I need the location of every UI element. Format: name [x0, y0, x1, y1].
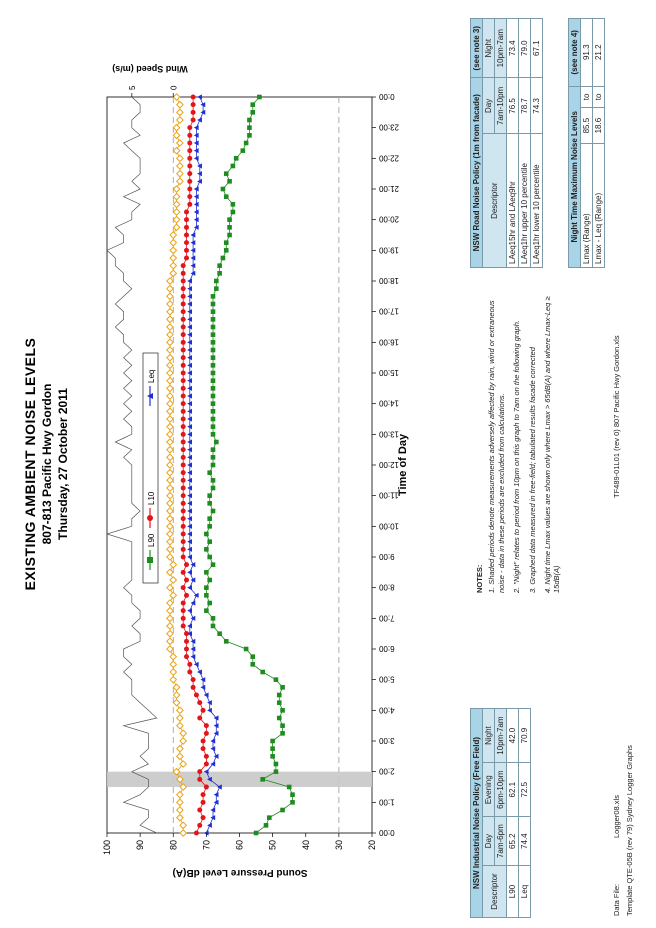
x-tick-label: 22:00	[379, 153, 400, 163]
night-max-cell: 18.6	[593, 108, 605, 144]
note-3: 3. Graphed data measured in free-field; tabulated results facade corrected	[527, 347, 537, 593]
x-tick-label: 5:00	[379, 674, 395, 684]
l90-point	[211, 378, 216, 383]
l90-point	[211, 401, 216, 406]
road-cell: 67.1	[531, 19, 543, 78]
l10-point	[181, 348, 186, 353]
l10-point	[184, 654, 189, 659]
l90-point	[204, 593, 209, 598]
road-row-label: LAeq15hr and LAeq9hr	[507, 134, 519, 268]
wind-tick-label: 0	[169, 85, 179, 90]
road-time-day: 7am-10pm	[495, 78, 507, 134]
legend-l90: L90	[147, 533, 156, 547]
l90-point	[211, 302, 216, 307]
night-max-heading: Night Time Maximum Noise Levels	[569, 86, 581, 267]
l10-point	[184, 647, 189, 652]
road-heading: NSW Road Noise Policy (1m from facade)	[471, 78, 483, 268]
l10-point	[201, 815, 206, 820]
industrial-time-day: 7am-6pm	[495, 817, 507, 866]
template-ref: Template QTE-05B (rev 79) Sydney Logger Graphs	[625, 745, 634, 916]
l10-point	[181, 440, 186, 445]
l10-point	[181, 309, 186, 314]
note-4: 4. Night time Lmax values are shown only where Lmax > 65dB(A) and where Lmax-Leq ≥ 15dB(A)	[542, 296, 562, 593]
l90-point	[277, 700, 282, 705]
wind-axis-label: Wind Speed (m/s)	[112, 64, 188, 74]
l90-point	[204, 547, 209, 552]
x-axis-label: Time of Day	[397, 433, 409, 497]
l90-point	[211, 340, 216, 345]
l10-point	[184, 256, 189, 261]
l10-point	[204, 762, 209, 767]
legend-box	[143, 353, 158, 583]
l10-point	[194, 693, 199, 698]
industrial-time-night: 10pm-7am	[495, 709, 507, 763]
l10-point	[187, 148, 192, 153]
y-tick-label: 30	[333, 840, 344, 851]
l10-point	[181, 501, 186, 506]
l90-point	[227, 179, 232, 184]
l10-point	[197, 808, 202, 813]
l10-point	[181, 271, 186, 276]
legend-l10: L10	[147, 491, 156, 505]
l10-point	[181, 302, 186, 307]
road-col-night: Night	[483, 19, 495, 78]
l90-point	[211, 447, 216, 452]
l90-point	[207, 555, 212, 560]
l90-point	[211, 463, 216, 468]
l10-point	[181, 409, 186, 414]
l90-point	[211, 363, 216, 368]
l10-point	[204, 785, 209, 790]
l90-point	[224, 171, 229, 176]
l10-point	[201, 792, 206, 797]
l90-point	[231, 202, 236, 207]
l10-point	[181, 539, 186, 544]
l10-point	[204, 731, 209, 736]
l90-point	[250, 654, 255, 659]
night-max-row-label: Lmax - Leq (Range)	[593, 144, 605, 268]
l90-point	[241, 148, 246, 153]
l10-point	[181, 417, 186, 422]
l90-point	[221, 256, 226, 261]
l10-point	[181, 486, 186, 491]
x-tick-label: 2:00	[379, 766, 395, 776]
l90-point	[207, 470, 212, 475]
l10-point	[184, 562, 189, 567]
x-tick-label: 18:00	[379, 276, 400, 285]
road-row-label: LAeq1hr lower 10 percentile	[531, 134, 543, 268]
l10-point	[187, 156, 192, 161]
road-row-label: LAeq1hr upper 10 percentile	[519, 134, 531, 268]
l10-point	[201, 800, 206, 805]
l10-point	[191, 110, 196, 115]
l90-point	[211, 371, 216, 376]
l90-point	[280, 685, 285, 690]
l10-point	[181, 524, 186, 529]
x-tick-label: 9:00	[379, 552, 395, 561]
l10-point	[191, 685, 196, 690]
l10-point	[187, 125, 192, 130]
x-tick-label: 21:00	[379, 184, 400, 193]
l90-point	[211, 486, 216, 491]
industrial-col-night: Night	[483, 709, 495, 763]
y-tick-label: 80	[168, 840, 179, 851]
l10-point	[204, 723, 209, 728]
l90-point	[211, 355, 216, 360]
l90-point	[211, 394, 216, 399]
l90-point	[221, 187, 226, 192]
l10-point	[181, 616, 186, 621]
night-max-note: (see note 4)	[569, 19, 581, 87]
l10-point	[187, 670, 192, 675]
road-cell: 74.3	[531, 78, 543, 134]
l90-point	[211, 409, 216, 414]
l90-point	[290, 800, 295, 805]
night-max-cell: 85.5	[581, 108, 593, 144]
l10-point	[184, 240, 189, 245]
x-tick-label: 0:00	[379, 828, 395, 837]
l90-point	[280, 731, 285, 736]
l90-point	[211, 424, 216, 429]
road-policy-table	[470, 18, 543, 268]
l10-point	[181, 394, 186, 399]
l90-point	[280, 723, 285, 728]
l90-point	[270, 746, 275, 751]
l10-point	[191, 677, 196, 682]
road-cell: 78.7	[519, 78, 531, 134]
night-max-cell: 21.2	[593, 19, 605, 87]
l90-point	[280, 808, 285, 813]
l10-point	[181, 325, 186, 330]
l10-point	[187, 133, 192, 138]
l10-point	[181, 317, 186, 322]
l90-point	[260, 777, 265, 782]
x-tick-label: 10:00	[379, 521, 400, 531]
l10-point	[197, 716, 202, 721]
l90-point	[207, 539, 212, 544]
l90-point	[217, 263, 222, 268]
l90-point	[211, 455, 216, 460]
industrial-row-label: L90	[507, 866, 519, 918]
l10-point	[197, 769, 202, 774]
x-tick-label: 13:00	[379, 429, 400, 439]
l10-point	[181, 478, 186, 483]
page-date: Thursday, 27 October 2011	[56, 388, 70, 540]
x-tick-label: 15:00	[379, 368, 400, 377]
l90-point	[207, 601, 212, 606]
data-file-name: Logger08.xls	[612, 795, 621, 838]
l90-point	[227, 217, 232, 222]
road-col-day: Day	[483, 78, 495, 134]
industrial-heading: NSW Industrial Noise Policy (Free Field)	[471, 709, 483, 918]
x-tick-label: 20:00	[379, 214, 400, 224]
l90-point	[214, 286, 219, 291]
y-axis-label: Sound Pressure Level dB(A)	[172, 867, 308, 878]
x-tick-label: 0:00	[379, 92, 395, 101]
road-descriptor: Descriptor	[483, 134, 507, 268]
l10-point	[187, 164, 192, 169]
excluded-period-shade	[107, 772, 372, 787]
l90-point	[217, 271, 222, 276]
l10-point	[187, 202, 192, 207]
l10-point	[181, 432, 186, 437]
l10-point	[204, 754, 209, 759]
note-2: 2. "Night" relates to period from 10pm on this graph to 7am on the following graph.	[512, 320, 522, 593]
l10-point	[181, 585, 186, 590]
l10-point	[187, 141, 192, 146]
x-tick-label: 16:00	[379, 337, 400, 347]
note-1: 1. Shaded periods denote measurements adversely affected by rain, wind or extraneous noise - data in these periods are excluded from calculations.	[487, 300, 506, 593]
l10-point	[187, 662, 192, 667]
l10-point	[197, 823, 202, 828]
l10-point	[181, 332, 186, 337]
l10-point	[184, 210, 189, 215]
x-tick-label: 7:00	[379, 613, 395, 623]
l90-point	[274, 677, 279, 682]
y-tick-label: 40	[300, 840, 311, 851]
y-tick-label: 50	[267, 840, 278, 851]
y-tick-label: 60	[234, 840, 245, 851]
l90-point	[247, 118, 252, 123]
x-tick-label: 8:00	[379, 582, 395, 592]
l90-point	[204, 570, 209, 575]
l10-point	[181, 601, 186, 606]
l90-point	[260, 670, 265, 675]
l90-point	[207, 578, 212, 583]
l10-point	[181, 570, 186, 575]
l10-point	[181, 555, 186, 560]
l90-point	[247, 125, 252, 130]
industrial-cell: 65.2	[507, 817, 519, 866]
l10-point	[181, 378, 186, 383]
l90-point	[207, 493, 212, 498]
l90-point	[211, 562, 216, 567]
l10-point	[201, 739, 206, 744]
page-subtitle: 807-813 Pacific Hwy Gordon	[40, 383, 54, 545]
x-tick-label: 19:00	[379, 245, 400, 255]
l90-point	[287, 785, 292, 790]
l10-point	[187, 179, 192, 184]
l10-point	[181, 608, 186, 613]
industrial-descriptor: Descriptor	[483, 866, 507, 918]
l10-point	[181, 516, 186, 521]
l90-point	[214, 440, 219, 445]
l10-point	[181, 624, 186, 629]
industrial-cell: 72.5	[519, 763, 531, 817]
l10-point	[181, 424, 186, 429]
road-cell: 79.0	[519, 19, 531, 78]
l10-point	[184, 639, 189, 644]
l90-point	[224, 240, 229, 245]
l90-point	[277, 716, 282, 721]
l90-point	[264, 823, 269, 828]
data-file-label: Data File:	[612, 883, 621, 916]
x-tick-label: 12:00	[379, 460, 400, 469]
road-note: (see note 3)	[471, 19, 483, 78]
industrial-policy-table	[470, 708, 531, 918]
x-tick-label: 23:00	[379, 122, 400, 132]
l90-point	[250, 662, 255, 667]
x-tick-label: 3:00	[379, 736, 395, 745]
industrial-cell: 70.9	[519, 709, 531, 763]
l90-point	[270, 754, 275, 759]
l10-point	[181, 493, 186, 498]
l90-point	[211, 624, 216, 629]
l10-point	[181, 547, 186, 552]
l10-point	[181, 447, 186, 452]
l90-point	[231, 210, 236, 215]
file-reference: TF489-01L01 (rev 0) 807 Pacific Hwy Gordon.xls	[612, 335, 621, 498]
l90-point	[254, 831, 259, 836]
l10-point	[181, 286, 186, 291]
l90-point	[227, 233, 232, 238]
l90-point	[211, 325, 216, 330]
l10-point	[181, 279, 186, 284]
l10-point	[187, 187, 192, 192]
l90-point	[224, 639, 229, 644]
l90-point	[234, 156, 239, 161]
l10-point	[181, 355, 186, 360]
x-tick-label: 17:00	[379, 306, 400, 316]
notes-block	[475, 293, 568, 593]
night-max-cell: 91.3	[581, 19, 593, 87]
road-cell: 73.4	[507, 19, 519, 78]
l90-point	[227, 225, 232, 230]
l10-point	[181, 294, 186, 299]
road-time-night: 10pm-7am	[495, 19, 507, 78]
x-tick-label: 6:00	[379, 644, 395, 653]
night-max-table	[568, 18, 605, 268]
l90-point	[270, 739, 275, 744]
l10-point	[187, 171, 192, 176]
notes-heading: NOTES:	[475, 564, 484, 593]
page-title: EXISTING AMBIENT NOISE LEVELS	[22, 337, 38, 591]
l90-point	[214, 279, 219, 284]
l10-point	[194, 831, 199, 836]
l90-point	[274, 762, 279, 767]
l10-point	[191, 102, 196, 107]
l10-point	[184, 233, 189, 238]
l10-point	[181, 509, 186, 514]
l10-point	[181, 263, 186, 268]
l10-point	[181, 532, 186, 537]
l10-point	[181, 340, 186, 345]
industrial-cell: 42.0	[507, 709, 519, 763]
night-max-cell: to	[593, 86, 605, 108]
night-max-row-label: Lmax (Range)	[581, 144, 593, 268]
l90-point	[217, 631, 222, 636]
x-tick-label: 1:00	[379, 797, 395, 807]
l10-point	[181, 470, 186, 475]
l10-point	[184, 248, 189, 253]
l10-point	[181, 386, 186, 391]
l90-point	[211, 348, 216, 353]
l10-point	[191, 95, 196, 100]
x-tick-label: 14:00	[379, 398, 400, 408]
l90-point	[207, 524, 212, 529]
l90-point	[204, 608, 209, 613]
l90-point	[274, 769, 279, 774]
l90-point	[257, 95, 262, 100]
l90-point	[211, 317, 216, 322]
l10-point	[181, 363, 186, 368]
industrial-time-evening: 6pm-10pm	[495, 763, 507, 817]
l10-point	[184, 225, 189, 230]
l10-point	[184, 593, 189, 598]
l90-point	[204, 585, 209, 590]
l10-point	[181, 463, 186, 468]
l90-point	[211, 616, 216, 621]
l90-point	[231, 164, 236, 169]
l10-point	[197, 777, 202, 782]
industrial-cell: 62.1	[507, 763, 519, 817]
industrial-row-label: Leq	[519, 866, 531, 918]
l90-point	[211, 309, 216, 314]
l10-point	[197, 700, 202, 705]
industrial-col-evening: Evening	[483, 763, 495, 817]
x-tick-label: 11:00	[379, 490, 399, 500]
noise-chart	[70, 0, 420, 928]
legend-leq: Leq	[147, 369, 156, 383]
l90-point	[204, 532, 209, 537]
l90-point	[211, 332, 216, 337]
l90-point	[280, 708, 285, 713]
wind-tick-label: 5	[127, 85, 137, 90]
l90-point	[211, 432, 216, 437]
l90-point	[247, 133, 252, 138]
l10-point	[181, 371, 186, 376]
l90-point	[267, 815, 272, 820]
l90-point	[211, 478, 216, 483]
road-cell: 76.5	[507, 78, 519, 134]
l90-point	[277, 693, 282, 698]
l10-point	[187, 194, 192, 199]
y-tick-label: 90	[135, 840, 146, 851]
l10-point	[184, 217, 189, 222]
l90-point	[207, 501, 212, 506]
l10-point	[201, 746, 206, 751]
night-max-cell: to	[581, 86, 593, 108]
y-tick-label: 100	[102, 840, 112, 856]
l90-point	[224, 194, 229, 199]
industrial-col-day: Day	[483, 817, 495, 866]
y-tick-label: 70	[201, 840, 212, 851]
l10-point	[181, 401, 186, 406]
l10-point	[184, 578, 189, 583]
l10-point	[191, 118, 196, 123]
l90-point	[244, 141, 249, 146]
l90-point	[250, 102, 255, 107]
l90-point	[224, 248, 229, 253]
l90-point	[244, 647, 249, 652]
l90-point	[250, 110, 255, 115]
industrial-cell: 74.4	[519, 817, 531, 866]
l90-point	[290, 792, 295, 797]
y-tick-label: 20	[367, 840, 377, 851]
x-tick-label: 4:00	[379, 705, 395, 715]
l90-point	[211, 509, 216, 514]
l10-point	[201, 708, 206, 713]
l90-point	[207, 516, 212, 521]
l10-point	[181, 455, 186, 460]
l90-point	[211, 294, 216, 299]
l90-point	[211, 417, 216, 422]
l90-point	[211, 386, 216, 391]
